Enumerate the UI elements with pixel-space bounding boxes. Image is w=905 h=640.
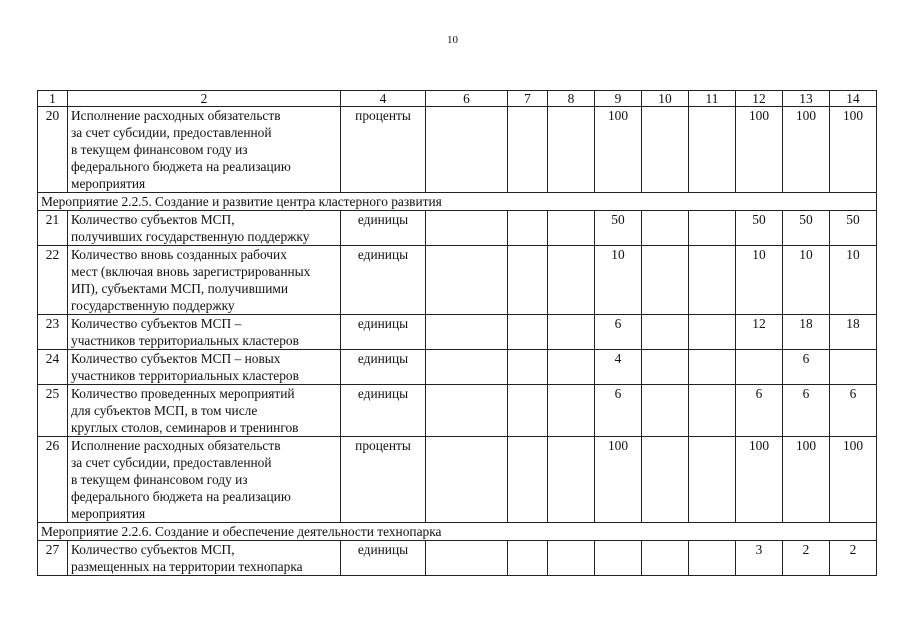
value-cell	[642, 107, 689, 193]
value-cell	[689, 437, 736, 523]
value-cell	[642, 246, 689, 315]
value-cell	[736, 350, 783, 385]
value-cell	[426, 315, 508, 350]
value-cell	[548, 350, 595, 385]
indicator-name-line: в текущем финансовом году из	[71, 472, 248, 487]
value-cell: 50	[830, 211, 877, 246]
value-cell	[426, 107, 508, 193]
value-cell	[548, 107, 595, 193]
row-number: 24	[38, 350, 68, 385]
page-number: 10	[447, 34, 458, 46]
table-row	[38, 315, 877, 350]
indicator-name-line: Исполнение расходных обязательств	[71, 108, 281, 123]
section-title: Мероприятие 2.2.6. Создание и обеспечение деятельности технопарка	[38, 523, 877, 541]
header-cell: 9	[595, 91, 642, 107]
value-cell: 100	[736, 107, 783, 193]
table-row	[38, 211, 877, 246]
value-cell	[689, 211, 736, 246]
value-cell	[548, 246, 595, 315]
value-cell: 6	[736, 385, 783, 437]
value-cell: 100	[830, 107, 877, 193]
indicator-name-line: федерального бюджета на реализацию	[71, 489, 291, 504]
unit-cell: единицы	[341, 211, 426, 246]
value-cell: 18	[783, 315, 830, 350]
value-cell: 12	[736, 315, 783, 350]
header-cell: 8	[548, 91, 595, 107]
value-cell: 100	[595, 437, 642, 523]
value-cell: 50	[783, 211, 830, 246]
header-cell: 10	[642, 91, 689, 107]
section-title: Мероприятие 2.2.5. Создание и развитие центра кластерного развития	[38, 193, 877, 211]
row-number: 21	[38, 211, 68, 246]
value-cell	[642, 350, 689, 385]
value-cell	[508, 385, 548, 437]
table-row	[38, 350, 877, 385]
row-number: 22	[38, 246, 68, 315]
indicator-name-line: Количество субъектов МСП,	[71, 542, 235, 557]
value-cell	[426, 541, 508, 576]
value-cell	[689, 107, 736, 193]
indicator-name-line: мест (включая вновь зарегистрированных	[71, 264, 311, 279]
indicator-name-line: Количество вновь созданных рабочих	[71, 247, 287, 262]
indicator-name	[68, 350, 341, 385]
value-cell	[426, 246, 508, 315]
indicator-name-line: участников территориальных кластеров	[71, 333, 299, 348]
table-row	[38, 246, 877, 315]
indicator-name-line: круглых столов, семинаров и тренингов	[71, 420, 299, 435]
indicator-name-line: размещенных на территории технопарка	[71, 559, 303, 574]
value-cell: 2	[830, 541, 877, 576]
value-cell	[508, 350, 548, 385]
value-cell: 10	[595, 246, 642, 315]
value-cell	[508, 246, 548, 315]
value-cell: 10	[736, 246, 783, 315]
indicator-name-line: ИП), субъектами МСП, получившими	[71, 281, 289, 296]
table-row	[38, 107, 877, 193]
value-cell	[642, 385, 689, 437]
indicator-name	[68, 437, 341, 523]
indicator-name-line: мероприятия	[71, 176, 146, 191]
indicator-name	[68, 385, 341, 437]
value-cell	[508, 211, 548, 246]
value-cell	[548, 211, 595, 246]
value-cell	[426, 385, 508, 437]
table-row	[38, 541, 877, 576]
value-cell: 6	[830, 385, 877, 437]
header-cell: 6	[426, 91, 508, 107]
header-cell: 2	[68, 91, 341, 107]
header-cell: 11	[689, 91, 736, 107]
indicator-name-line: за счет субсидии, предоставленной	[71, 455, 272, 470]
indicator-name-line: Количество субъектов МСП,	[71, 212, 235, 227]
header-row	[38, 91, 877, 107]
row-number: 26	[38, 437, 68, 523]
value-cell	[548, 385, 595, 437]
value-cell: 100	[783, 107, 830, 193]
value-cell	[595, 541, 642, 576]
row-number: 20	[38, 107, 68, 193]
value-cell: 6	[595, 385, 642, 437]
value-cell	[830, 350, 877, 385]
indicator-name	[68, 315, 341, 350]
table-row	[38, 385, 877, 437]
value-cell	[689, 385, 736, 437]
indicator-name-line: Исполнение расходных обязательств	[71, 438, 281, 453]
unit-cell: проценты	[341, 437, 426, 523]
value-cell	[689, 350, 736, 385]
value-cell	[548, 437, 595, 523]
indicator-name	[68, 541, 341, 576]
header-cell: 4	[341, 91, 426, 107]
unit-cell: единицы	[341, 541, 426, 576]
indicators-table	[37, 90, 877, 576]
indicator-name-line: получивших государственную поддержку	[71, 229, 310, 244]
value-cell: 3	[736, 541, 783, 576]
value-cell	[642, 437, 689, 523]
unit-cell: проценты	[341, 107, 426, 193]
header-cell: 14	[830, 91, 877, 107]
value-cell	[426, 211, 508, 246]
row-number: 25	[38, 385, 68, 437]
value-cell	[548, 541, 595, 576]
value-cell: 10	[783, 246, 830, 315]
value-cell	[642, 211, 689, 246]
section-row	[38, 523, 877, 541]
row-number: 27	[38, 541, 68, 576]
table-body	[38, 91, 877, 576]
value-cell: 10	[830, 246, 877, 315]
indicator-name-line: федерального бюджета на реализацию	[71, 159, 291, 174]
value-cell: 6	[595, 315, 642, 350]
unit-cell: единицы	[341, 350, 426, 385]
unit-cell: единицы	[341, 385, 426, 437]
value-cell: 100	[736, 437, 783, 523]
header-cell: 1	[38, 91, 68, 107]
indicator-name-line: за счет субсидии, предоставленной	[71, 125, 272, 140]
unit-cell: единицы	[341, 246, 426, 315]
value-cell: 2	[783, 541, 830, 576]
indicator-name-line: Количество субъектов МСП – новых	[71, 351, 281, 366]
indicator-name-line: мероприятия	[71, 506, 146, 521]
value-cell: 100	[595, 107, 642, 193]
header-cell: 13	[783, 91, 830, 107]
indicator-name-line: государственную поддержку	[71, 298, 235, 313]
value-cell	[689, 246, 736, 315]
indicator-name-line: Количество субъектов МСП –	[71, 316, 242, 331]
value-cell	[426, 350, 508, 385]
value-cell: 4	[595, 350, 642, 385]
indicator-name	[68, 107, 341, 193]
value-cell	[508, 107, 548, 193]
header-cell: 12	[736, 91, 783, 107]
section-row	[38, 193, 877, 211]
value-cell	[689, 315, 736, 350]
value-cell	[548, 315, 595, 350]
value-cell: 50	[736, 211, 783, 246]
value-cell: 100	[830, 437, 877, 523]
value-cell	[508, 315, 548, 350]
table-row	[38, 437, 877, 523]
value-cell	[642, 315, 689, 350]
indicator-name-line: в текущем финансовом году из	[71, 142, 248, 157]
row-number: 23	[38, 315, 68, 350]
value-cell	[689, 541, 736, 576]
indicator-name	[68, 246, 341, 315]
indicator-name-line: для субъектов МСП, в том числе	[71, 403, 258, 418]
indicator-name-line: участников территориальных кластеров	[71, 368, 299, 383]
value-cell: 50	[595, 211, 642, 246]
value-cell	[508, 437, 548, 523]
value-cell: 18	[830, 315, 877, 350]
value-cell	[508, 541, 548, 576]
value-cell: 6	[783, 385, 830, 437]
value-cell: 100	[783, 437, 830, 523]
value-cell: 6	[783, 350, 830, 385]
indicator-name	[68, 211, 341, 246]
indicator-name-line: Количество проведенных мероприятий	[71, 386, 295, 401]
value-cell	[642, 541, 689, 576]
value-cell	[426, 437, 508, 523]
unit-cell: единицы	[341, 315, 426, 350]
header-cell: 7	[508, 91, 548, 107]
